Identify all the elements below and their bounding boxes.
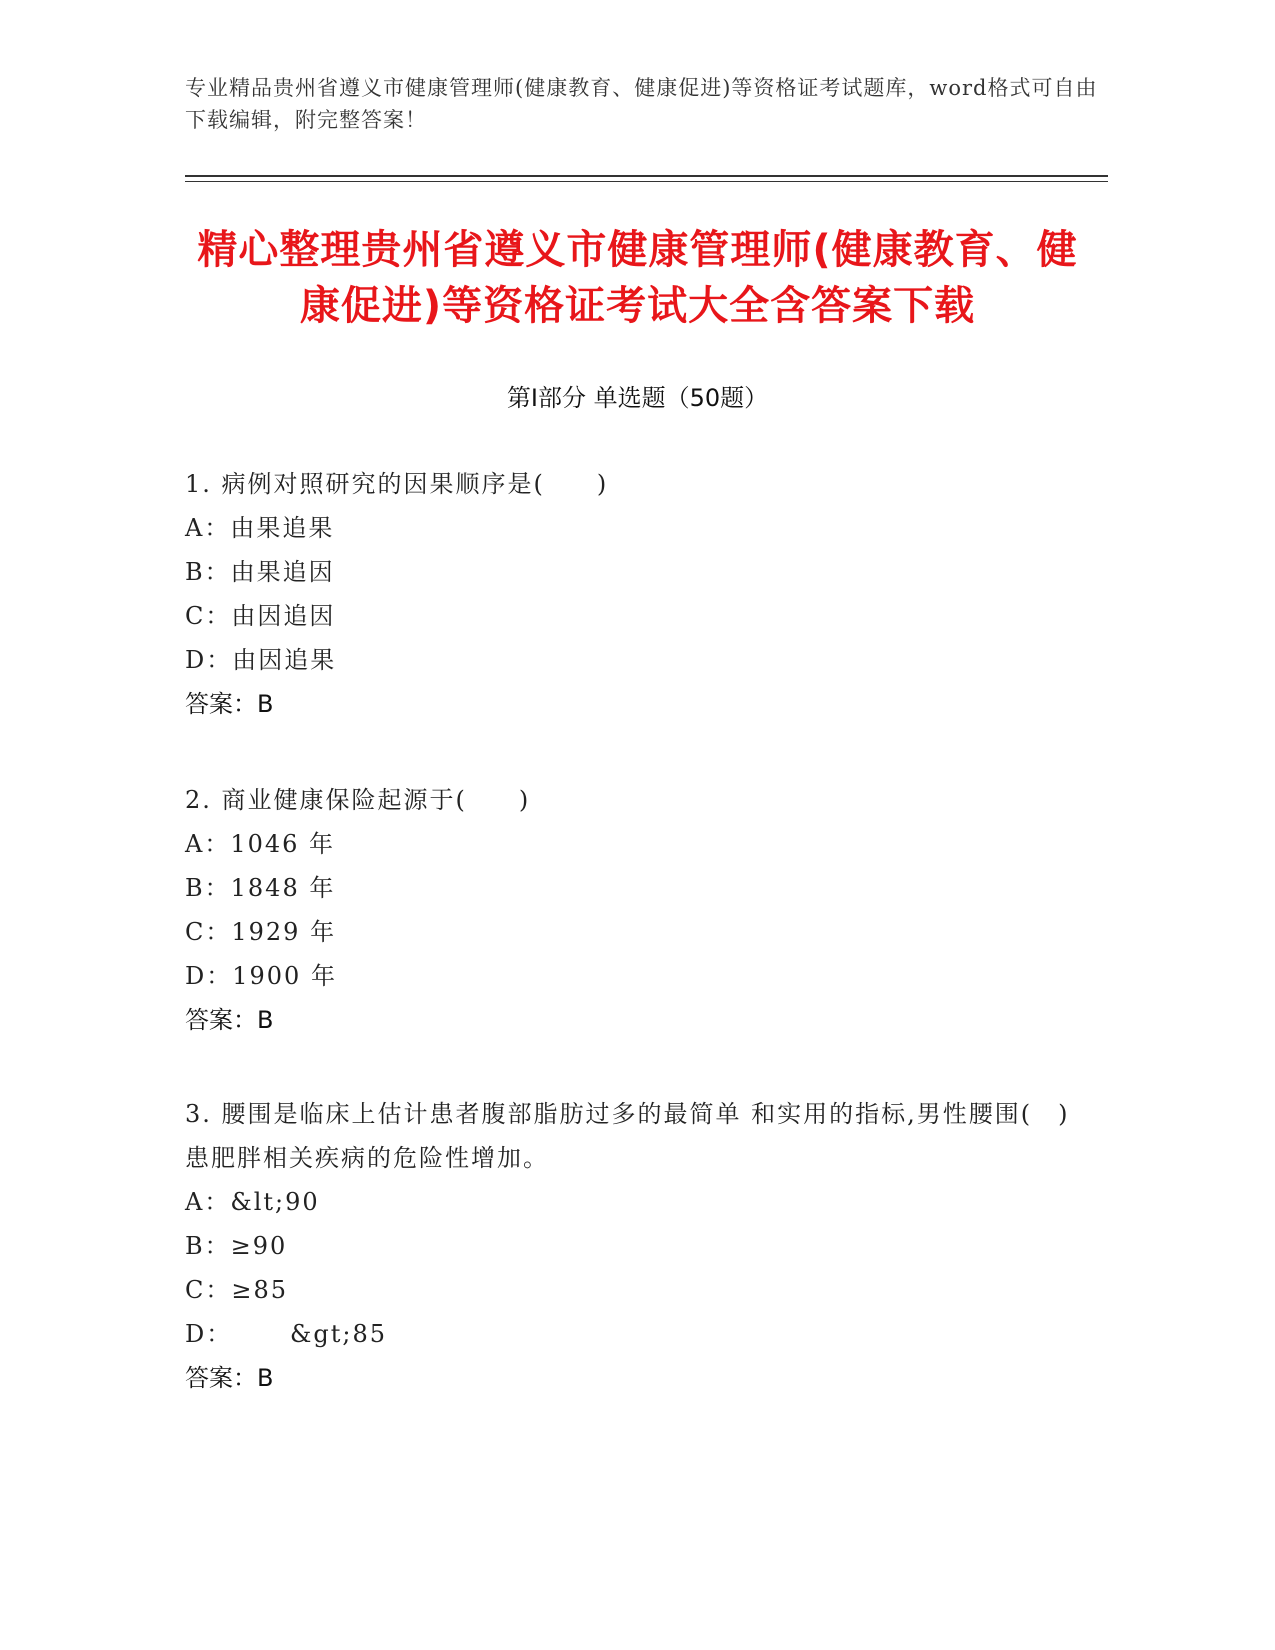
document-title: 精心整理贵州省遵义市健康管理师(健康教育、健康促进)等资格证考试大全含答案下载 — [197, 227, 1078, 329]
option-d — [185, 954, 1085, 998]
option-letter: A： — [185, 514, 231, 542]
answer-line: 答案：B — [185, 690, 274, 718]
option-b — [185, 866, 1085, 910]
option-text: &gt;85 — [232, 1320, 388, 1348]
option-letter: A： — [185, 830, 231, 858]
question-stem: 2. 商业健康保险起源于( ) — [185, 786, 531, 814]
option-c — [185, 1268, 1085, 1312]
header-note: 专业精品贵州省遵义市健康管理师(健康教育、健康促进)等资格证考试题库，word格式可自由下载编辑，附完整答案！ — [185, 76, 1098, 132]
question-stem: 1. 病例对照研究的因果顺序是( ) — [185, 470, 609, 498]
option-letter: D： — [185, 1320, 233, 1348]
option-d — [185, 1312, 1085, 1356]
option-letter: B： — [185, 558, 231, 586]
option-text: 由因追因 — [231, 602, 336, 630]
option-text: 由果追果 — [230, 514, 335, 542]
option-text: 1900 年 — [232, 962, 337, 990]
option-d — [185, 638, 1085, 682]
option-text: 由果追因 — [230, 558, 335, 586]
option-letter: A： — [185, 1188, 231, 1216]
option-text: ≥90 — [230, 1232, 288, 1260]
header-divider-thin — [185, 181, 1108, 182]
option-a — [185, 506, 1085, 550]
option-b — [185, 550, 1085, 594]
option-a — [185, 1180, 1085, 1224]
option-letter: C： — [185, 918, 232, 946]
answer-line: 答案：B — [185, 1364, 274, 1392]
option-letter: D： — [185, 962, 233, 990]
option-a — [185, 822, 1085, 866]
option-letter: B： — [185, 874, 231, 902]
option-c — [185, 910, 1085, 954]
option-text: &lt;90 — [230, 1188, 320, 1216]
question-stem: 3. 腰围是临床上估计患者腹部脂肪过多的最简单 和实用的指标,男性腰围( )患肥胖相关疾病的危险性增加。 — [185, 1100, 1070, 1172]
option-letter: D： — [185, 646, 233, 674]
question-1 — [185, 462, 1085, 726]
option-b — [185, 1224, 1085, 1268]
option-text: ≥85 — [231, 1276, 289, 1304]
question-3 — [185, 1092, 1085, 1400]
question-2 — [185, 778, 1085, 1042]
section-heading: 第Ⅰ部分 单选题（50题） — [506, 384, 769, 412]
option-letter: B： — [185, 1232, 231, 1260]
answer-line: 答案：B — [185, 1006, 274, 1034]
option-text: 由因追果 — [232, 646, 337, 674]
option-text: 1848 年 — [230, 874, 336, 902]
option-c — [185, 594, 1085, 638]
option-text: 1046 年 — [230, 830, 336, 858]
header-divider-thick — [185, 175, 1108, 177]
option-text: 1929 年 — [231, 918, 337, 946]
option-letter: C： — [185, 1276, 232, 1304]
option-letter: C： — [185, 602, 232, 630]
